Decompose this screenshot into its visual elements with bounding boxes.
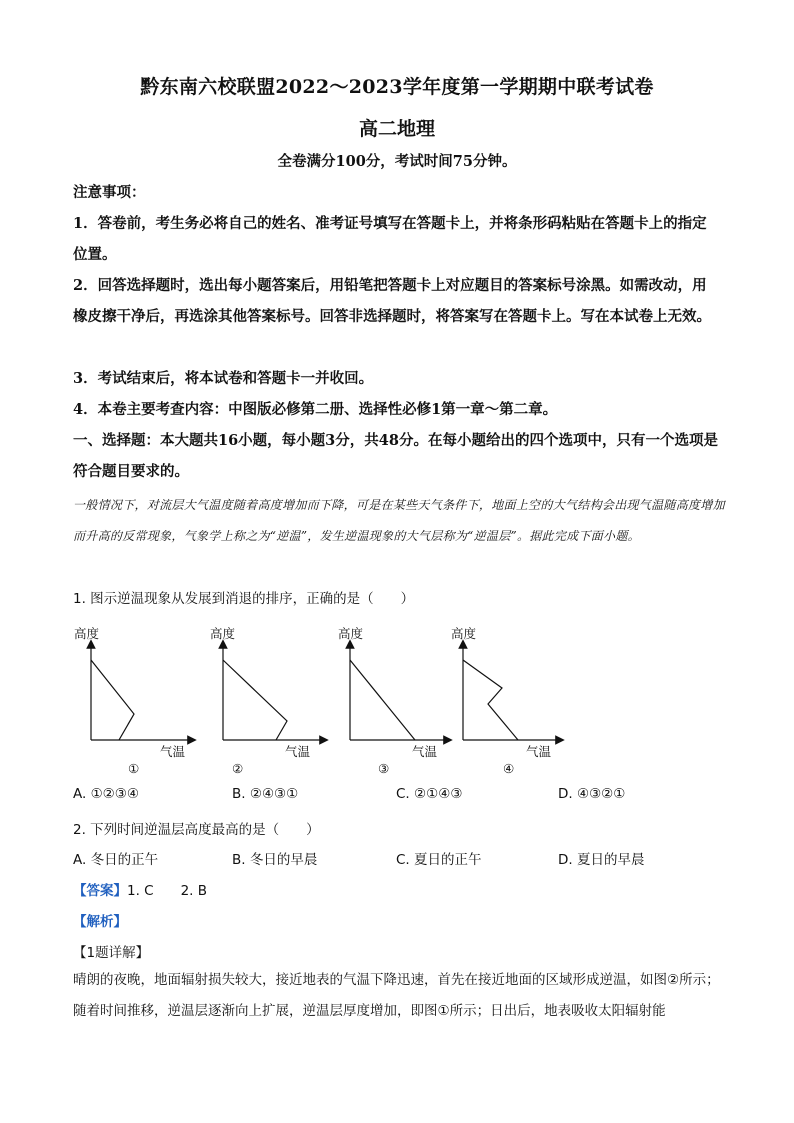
notice-item-2: 2．回答选择题时，选出每小题答案后，用铅笔把答题卡上对应题目的答案标号涂黑。如需改动，用橡皮擦干净后，再选涂其他答案标号。回答非选择题时，将答案写在答题卡上。写在本试卷上无效。 (73, 277, 711, 325)
q1-option-d: D. ④③②① (558, 786, 626, 802)
detail-title-1: 【1题详解】 (73, 945, 150, 961)
notice-heading: 注意事项： (73, 184, 146, 201)
analysis-label: 【解析】 (73, 914, 127, 930)
answer-value: 1. C 2. B (127, 883, 208, 899)
diagram-4-y-label: 高度 (451, 626, 477, 641)
answer-label: 【答案】 (73, 883, 127, 899)
exam-info: 全卷满分100分，考试时间75分钟。 (277, 153, 517, 170)
diagram-2-y-label: 高度 (210, 626, 236, 641)
diagram-4-number: ④ (503, 761, 515, 776)
q1-option-b: B. ②④③① (232, 786, 299, 802)
q1-option-c: C. ②①④③ (396, 786, 463, 802)
diagram-3-number: ③ (378, 761, 390, 776)
inversion-diagrams (60, 618, 580, 780)
answer-line (73, 879, 207, 899)
diagram-1-number: ① (128, 761, 140, 776)
diagram-3-y-label: 高度 (338, 626, 364, 641)
exam-title: 黔东南六校联盟2022～2023学年度第一学期期中联考试卷 (140, 76, 654, 98)
reading-passage: 一般情况下，对流层大气温度随着高度增加而下降，可是在某些天气条件下，地面上空的大气结构会出现气温随高度增加而升高的反常现象，气象学上称之为“逆温”，发生逆温现象的大气层称为“逆温层”。据此完成下面小题。 (73, 498, 725, 543)
question-2-stem: 2. 下列时间逆温层高度最高的是（ ） (73, 822, 320, 838)
question-1-stem: 1. 图示逆温现象从发展到消退的排序，正确的是（ ） (73, 591, 415, 607)
exam-subject: 高二地理 (358, 118, 435, 140)
diagram-2-number: ② (232, 761, 244, 776)
notice-item-4: 4．本卷主要考查内容：中图版必修第二册、选择性必修1第一章～第二章。 (73, 401, 558, 418)
notice-item-3: 3．考试结束后，将本试卷和答题卡一并收回。 (73, 370, 374, 387)
q2-option-b: B. 冬日的早晨 (232, 852, 318, 868)
diagram-3-x-label: 气温 (412, 744, 438, 759)
diagram-3 (338, 626, 448, 776)
q2-option-a: A. 冬日的正午 (73, 852, 159, 868)
q2-option-c: C. 夏日的正午 (396, 852, 482, 868)
diagram-2 (210, 626, 324, 776)
q2-option-d: D. 夏日的早晨 (558, 852, 645, 868)
q1-option-a: A. ①②③④ (73, 786, 139, 802)
diagram-2-x-label: 气温 (285, 744, 311, 759)
diagram-1-y-label: 高度 (74, 626, 100, 641)
diagram-4 (451, 626, 560, 776)
diagram-4-x-label: 气温 (526, 744, 552, 759)
diagram-1 (74, 626, 192, 776)
diagram-1-x-label: 气温 (160, 744, 186, 759)
section1-heading: 一、选择题：本大题共16小题，每小题3分，共48分。在每小题给出的四个选项中，只有一个选项是符合题目要求的。 (73, 432, 718, 480)
analysis-text: 晴朗的夜晚，地面辐射损失较大，接近地表的气温下降迅速，首先在接近地面的区域形成逆温，如图②所示；随着时间推移，逆温层逐渐向上扩展，逆温层厚度增加，即图①所示；日出后，地表吸收太阳辐射能 (73, 972, 720, 1019)
notice-item-1: 1．答卷前，考生务必将自己的姓名、准考证号填写在答题卡上，并将条形码粘贴在答题卡上的指定位置。 (73, 215, 707, 263)
